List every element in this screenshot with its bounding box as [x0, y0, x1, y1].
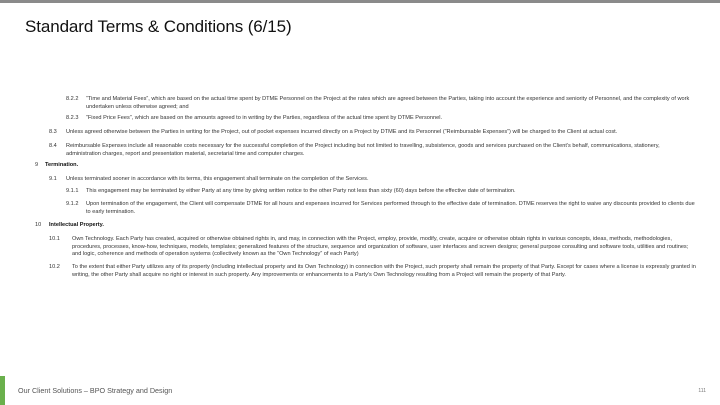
clause-text: “Fixed Price Fees”, which are based on the amounts agreed to in writing by the Parties, regardless of the actual time spent by DTME Personnel. [86, 115, 442, 121]
clause-number: 9.1.2 [66, 201, 79, 207]
page-title: Standard Terms & Conditions (6/15) [25, 17, 292, 36]
page-number: 111 [698, 388, 706, 394]
clause-text: To the extent that either Party utilizes any of its property (including intellectual property and its Own Technology) in connection with the Project, such property shall remain the property of that Party. Except for cases where a license is expressly granted in writing, the other Party shall acquire no right or interest in such property. Any improvements or enhancements to a Party’s Own Technology resulting from a Project will remain the property of that Party. [72, 264, 696, 278]
clause-text: This engagement may be terminated by either Party at any time by giving written notice to the other Party not less than sixty (60) days before the effective date of termination. [86, 188, 516, 194]
clause-text: Unless terminated sooner in accordance with its terms, this engagement shall terminate on the completion of the Services. [66, 176, 369, 182]
clause-number: 9.1.1 [66, 188, 79, 194]
clause-text: “Time and Material Fees”, which are based on the actual time spent by DTME Personnel on the Project at the rates which are agreed between the Parties, taking into account the experience and seniority of Personnel, and the complexity of work undertaken unless otherwise agreed; and [86, 96, 690, 110]
top-rule [0, 0, 720, 3]
footer-accent-bar [0, 376, 5, 405]
clause-number: 8.4 [49, 143, 57, 149]
clause-text: Unless agreed otherwise between the Parties in writing for the Project, out of pocket expenses incurred directly on a Project by DTME and its Personnel (“Reimbursable Expenses”) will be charged to the Client at actual cost. [66, 129, 618, 135]
clause-text: Reimbursable Expenses include all reasonable costs necessary for the successful completion of the Project including but not limited to travelling, subsistence, goods and services purchased on the Client’s behalf, communications, stationery, administration charges, report and presentation material, secretarial time and computer charges. [66, 143, 660, 157]
clause-number: 10.1 [49, 236, 60, 242]
clause-number: 8.2.2 [66, 96, 79, 102]
clause-number: 8.2.3 [66, 115, 79, 121]
clause-number: 10 [35, 222, 42, 228]
section-heading: Intellectual Property. [49, 222, 104, 228]
clause-number: 8.3 [49, 129, 57, 135]
clause-number: 9 [35, 162, 39, 168]
clause-number: 9.1 [49, 176, 57, 182]
section-heading: Termination. [45, 162, 79, 168]
clause-text: Own Technology. Each Party has created, acquired or otherwise obtained rights in, and may, in connection with the Project, employ, provide, modify, create, acquire or otherwise obtain rights in various concepts, ideas, methods, methodologies, procedures, processes, know-how, techniques, models, templates; generalized features of the structure, sequence and organization of software, user interfaces and screen designs; general purpose consulting and software tools, utilities and routines; and logic, coherence and methods of operation systems (collectively known as the “Own Technology” of each Party) [72, 236, 689, 258]
clause-text: Upon termination of the engagement, the Client will compensate DTME for all hours and expenses incurred for Services performed through to the effective date of termination. DTME reserves the right to waive any discounts provided to clients due to early termination. [86, 201, 695, 215]
clause-number: 10.2 [49, 264, 60, 270]
footer-text: Our Client Solutions – BPO Strategy and Design [18, 386, 173, 395]
